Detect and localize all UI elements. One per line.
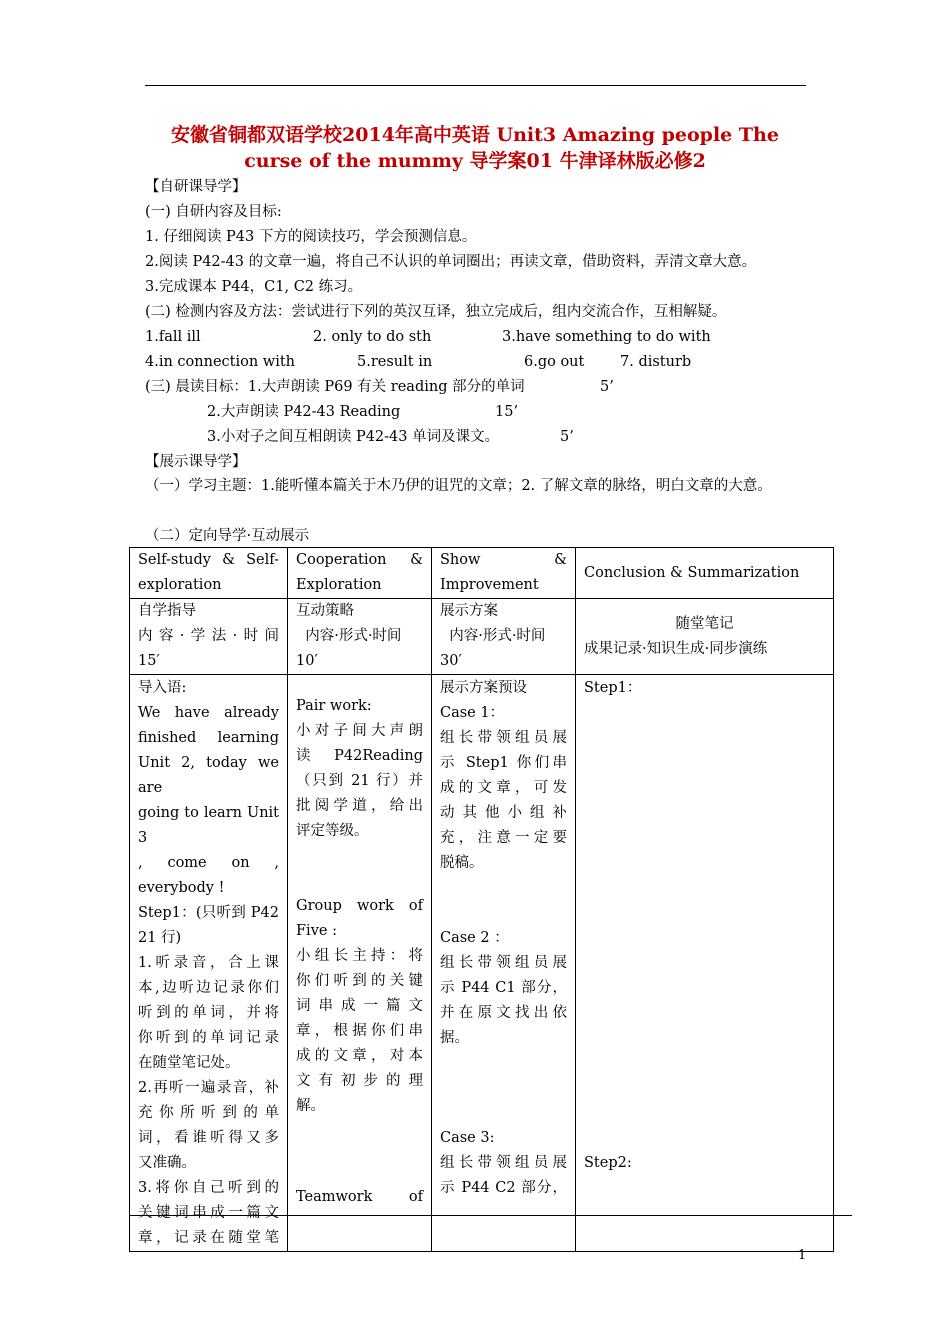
c3-line: 成的文章，可发 [440,780,567,796]
section-show: 【展示课导学】 [145,454,247,470]
c3-line: 示 P44 C2 部分， [440,1180,567,1196]
c3-line: 组长带领组员展 [440,1155,567,1171]
s3-time-2: 15’ [495,404,519,420]
c1-line: 本,边听边记录你们 [138,980,279,996]
document-title: 安徽省铜都双语学校2014年高中英语 Unit3 Amazing people The curse of the mummy 导学案01 牛津译林版必修2 [171,124,779,172]
c1-line: going to learn Unit 3 [138,805,279,846]
s2-heading: (二) 检测内容及方法：尝试进行下列的英汉互译，独立完成后，组内交流合作，互相解疑。 [145,304,727,320]
subheader-notes-line2: 成果记录·知识生成·同步演练 [584,640,768,657]
spacer [440,1076,567,1101]
c3-line: 组长带领组员展 [440,730,567,746]
header-self-study [130,548,288,599]
c1-line: 2.再听一遍录音，补 [138,1080,279,1096]
c1-line: Step1：(只听到 P42 [138,905,279,921]
c2-line: Teamwork of [296,1189,423,1205]
section-self-study: 【自研课导学】 [145,179,247,195]
c2-line: 文有初步的理 [296,1073,423,1089]
subheader-self-study-line2: 内容·学法·时间 [138,628,279,644]
header-self-study-line2: exploration [138,577,222,593]
c3-line: 示 Step1 你们串 [440,755,567,771]
s3-time-1: 5’ [600,379,614,395]
header-show [432,548,576,599]
spacer [296,1144,423,1169]
spacer [440,1051,567,1076]
subheader-show [432,599,576,675]
c1-line: We have already [138,705,279,721]
c3-line: 展示方案预设 [440,680,527,696]
spacer [440,901,567,926]
c1-line: 你听到的单词记录 [138,1030,279,1046]
subheader-self-study-line3: 15′ [138,653,160,669]
subheader-cooperation [288,599,432,675]
c2-line: 小组长主持：将 [296,948,423,964]
c3-line: 充，注意一定要 [440,830,567,846]
phrase-5: 5.result in [357,354,433,370]
header-cooperation-line2: Exploration [296,577,382,593]
table-subheader-row [130,599,834,675]
c1-line: 导入语: [138,680,187,696]
phrase-2: 2. only to do sth [313,329,432,345]
content-self-study [130,675,288,1252]
c1-line: everybody ! [138,880,225,896]
c3-line: 并在原文找出依 [440,1005,567,1021]
c1-line: 21 行) [138,930,182,946]
c3-line: 示 P44 C1 部分， [440,980,567,996]
phrase-3: 3.have something to do with [502,329,711,345]
c1-line: , come on , [138,855,279,871]
show-item-2: （二）定向导学·互动展示 [145,528,310,544]
c3-line: Case 3: [440,1130,495,1146]
c3-line: Case 2 ： [440,930,509,946]
s3-time-3: 5’ [560,429,574,445]
c1-line: 在随堂笔记处。 [138,1055,240,1071]
s1-heading: (一) 自研内容及目标: [145,204,282,220]
c2-line: 小对子间大声朗 [296,723,423,739]
subheader-self-study-line1: 自学指导 [138,603,196,619]
spacer [296,1169,423,1185]
s3-item-2: 2.大声朗读 P42-43 Reading [207,404,401,420]
c1-line: finished learning [138,730,279,746]
show-item-1: （一）学习主题：1.能听懂本篇关于木乃伊的诅咒的文章；2. 了解文章的脉络，明白文章的大意。 [145,478,772,494]
c2-line: 章，根据你们串 [296,1023,423,1039]
c1-line: 听到的单词，并将 [138,1005,279,1021]
s1-item-1: 1. 仔细阅读 P43 下方的阅读技巧，学会预测信息。 [145,229,477,245]
c4-step2: Step2: [584,1155,632,1171]
s1-item-3: 3.完成课本 P44，C1, C2 练习。 [145,279,363,295]
phrase-6: 6.go out [524,354,585,370]
spacer [584,701,825,1151]
phrase-7: 7. disturb [620,354,692,370]
c3-line: 动其他小组补 [440,805,567,821]
header-conclusion-text: Conclusion & Summarization [584,564,800,581]
c2-line: （只到 21 行）并 [296,773,423,789]
c2-line: Five : [296,923,337,939]
s3-heading: (三) 晨读目标：1.大声朗读 P69 有关 reading 部分的单词 [145,379,525,395]
c1-line: Unit 2, today we are [138,755,279,796]
c3-line: Case 1： [440,705,505,721]
table-bottom-extension [129,1215,852,1216]
c1-line: 章，记录在随堂笔 [138,1230,279,1246]
c3-line: 组长带领组员展 [440,955,567,971]
spacer [296,844,423,869]
spacer [440,1101,567,1126]
c2-line: 解。 [296,1098,325,1114]
c3-line: 据。 [440,1030,469,1046]
c1-line: 3.将你自己听到的 [138,1180,279,1196]
c2-line: Group work of [296,898,423,914]
subheader-cooperation-line1: 互动策略 [296,603,354,619]
header-cooperation [288,548,432,599]
guide-table [129,547,834,1252]
c1-line: 又准确。 [138,1155,196,1171]
phrase-4: 4.in connection with [145,354,296,370]
subheader-cooperation-line3: 10′ [296,653,318,669]
c1-line: 充你所听到的单 [138,1105,279,1121]
phrase-1: 1.fall ill [145,329,201,345]
content-cooperation [288,675,432,1252]
c2-line: 你们听到的关键 [296,973,423,989]
c2-line: Pair work: [296,698,372,714]
header-show-line2: Improvement [440,577,539,593]
subheader-notes [576,599,834,675]
c2-line: 词串成一篇文 [296,998,423,1014]
spacer [440,876,567,901]
c2-line: 批阅学道，给出 [296,798,423,814]
subheader-show-line1: 展示方案 [440,603,498,619]
c1-line: 1.听录音，合上课 [138,955,279,971]
subheader-notes-line1: 随堂笔记 [675,615,734,632]
page-number: 1 [798,1248,807,1263]
c2-line: 读 P42Reading [296,748,423,764]
header-self-study-line1: Self-study & Self- [138,552,279,568]
spacer [296,1119,423,1144]
c2-line: 成的文章，对本 [296,1048,423,1064]
header-conclusion [576,548,834,599]
c1-line: 关键词串成一篇文 [138,1205,279,1221]
content-notes [576,675,834,1252]
header-show-line1: Show & [440,552,567,568]
s1-item-2: 2.阅读 P42-43 的文章一遍，将自己不认识的单词圈出；再读文章，借助资料，弄清文章大意。 [145,254,757,270]
table-header-row [130,548,834,599]
c3-line: 脱稿。 [440,855,484,871]
subheader-cooperation-line2: 内容·形式·时间 [296,628,402,644]
content-show [432,675,576,1252]
c4-step1: Step1： [584,680,642,696]
table-content-row [130,675,834,1252]
c1-line: 词，看谁听得又多 [138,1130,279,1146]
subheader-show-line3: 30′ [440,653,462,669]
spacer [296,869,423,894]
header-rule [145,85,806,86]
s3-item-3: 3.小对子之间互相朗读 P42-43 单词及课文。 [207,429,500,445]
subheader-show-line2: 内容·形式·时间 [440,628,546,644]
header-cooperation-line1: Cooperation & [296,552,423,568]
c2-line: 评定等级。 [296,823,369,839]
subheader-self-study [130,599,288,675]
